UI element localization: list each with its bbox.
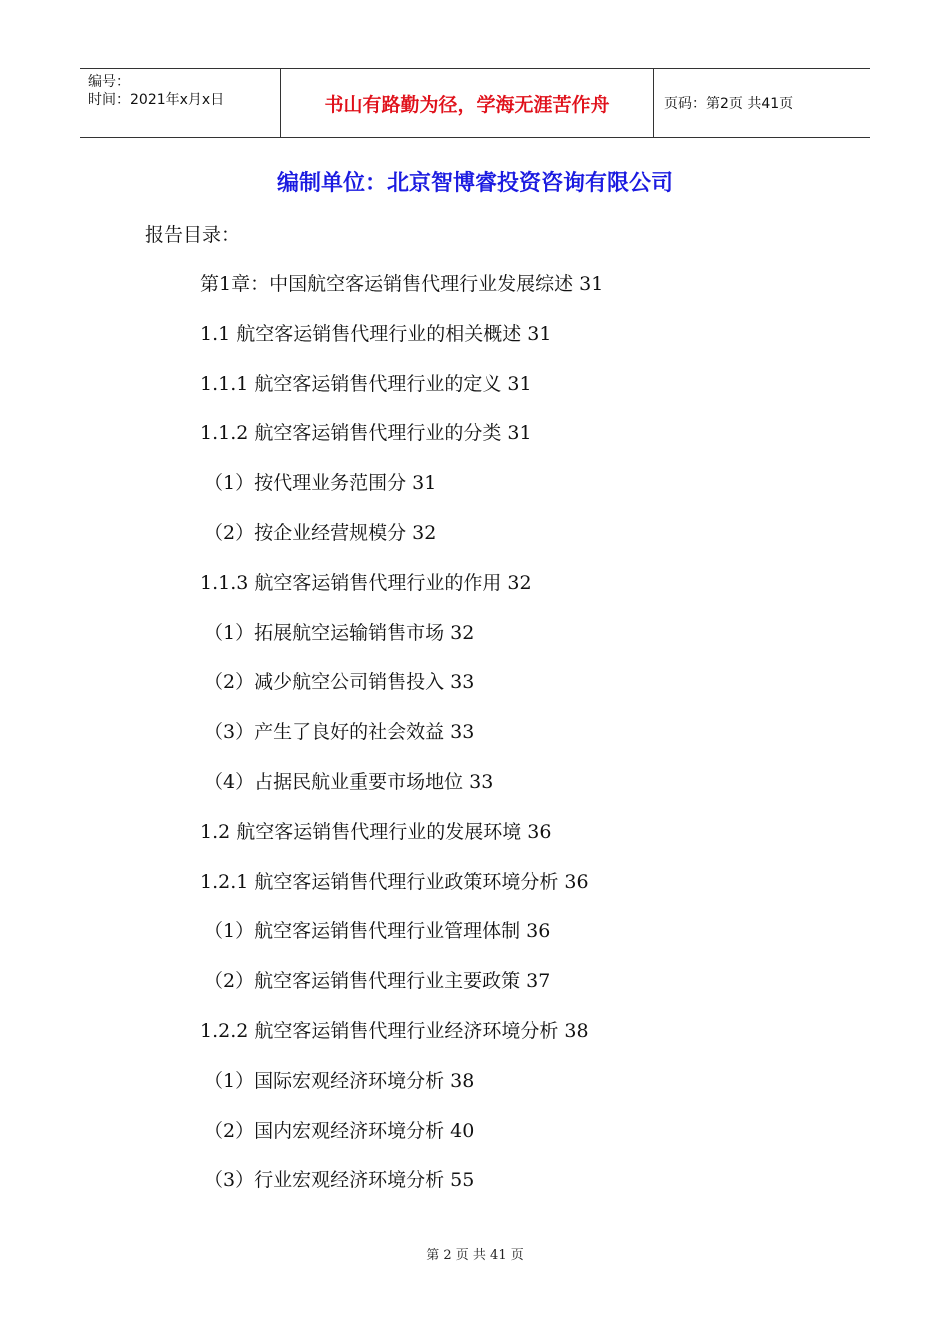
company-title: 编制单位：北京智博睿投资咨询有限公司 [276, 171, 673, 196]
number-label: 编号： [88, 74, 130, 90]
header-meta [80, 69, 281, 137]
toc-entry: （1）航空客运销售代理行业管理体制 36 [204, 920, 551, 943]
toc-entry: （2）国内宏观经济环境分析 40 [204, 1119, 475, 1142]
header-motto [281, 69, 654, 137]
motto-text: 书山有路勤为径，学海无涯苦作舟 [324, 93, 610, 116]
time-label: 时间：2021年x月x日 [88, 92, 225, 108]
toc-entry: （2）减少航空公司销售投入 33 [204, 671, 475, 694]
toc-entry: （3）行业宏观经济环境分析 55 [204, 1169, 475, 1192]
toc-entry: （1）拓展航空运输销售市场 32 [204, 621, 475, 644]
page-footer: 第 2 页 共 41 页 [426, 1248, 524, 1263]
document-header [80, 68, 870, 138]
toc-entry: 1.2.2 航空客运销售代理行业经济环境分析 38 [200, 1019, 589, 1042]
toc-entry: （2）航空客运销售代理行业主要政策 37 [204, 970, 551, 993]
header-page-info [654, 69, 870, 137]
toc-entry: 1.1.2 航空客运销售代理行业的分类 31 [200, 422, 532, 445]
toc-entry: 1.2.1 航空客运销售代理行业政策环境分析 36 [200, 870, 589, 893]
toc-entry: （4）占据民航业重要市场地位 33 [204, 770, 494, 793]
toc-entry: 1.1.1 航空客运销售代理行业的定义 31 [200, 372, 532, 395]
page-info-text: 页码：第2页 共41页 [664, 96, 794, 112]
toc-entry: （1）国际宏观经济环境分析 38 [204, 1069, 475, 1092]
table-of-contents [0, 269, 603, 1215]
toc-entry: （1）按代理业务范围分 31 [204, 472, 437, 495]
toc-entry: （2）按企业经营规模分 32 [204, 521, 437, 544]
toc-entry: （3）产生了良好的社会效益 33 [204, 721, 475, 744]
toc-entry: 1.1.3 航空客运销售代理行业的作用 32 [200, 571, 532, 594]
toc-entry: 1.1 航空客运销售代理行业的相关概述 31 [200, 322, 552, 345]
toc-entry: 第1章：中国航空客运销售代理行业发展综述 31 [200, 273, 604, 295]
toc-heading: 报告目录： [145, 224, 241, 246]
toc-entry: 1.2 航空客运销售代理行业的发展环境 36 [200, 820, 552, 843]
